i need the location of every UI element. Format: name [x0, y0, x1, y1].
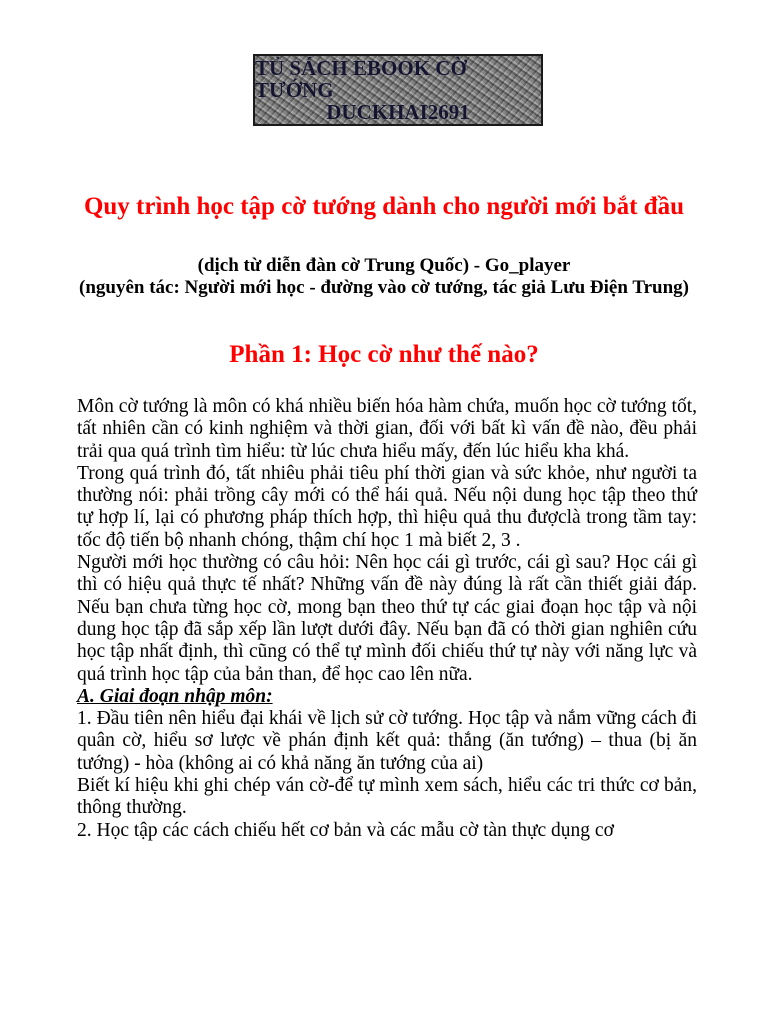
- ebook-banner-logo: [253, 54, 543, 126]
- stage-a-heading: A. Giai đoạn nhập môn:: [77, 685, 273, 707]
- body-text: [77, 396, 697, 842]
- banner-line-2: DUCKHAI2691: [326, 100, 470, 125]
- paragraph-1: Môn cờ tướng là môn có khá nhiều biến hóa hàm chứa, muốn học cờ tướng tốt, tất nhiên cần có kinh nghiệm và thời gian, đối với bất kì vấn đề nào, đều phải trải qua quá trình tìm hiểu: từ lúc chưa hiểu mấy, đến lúc hiểu kha khá.: [77, 396, 697, 462]
- paragraph-2: Trong quá trình đó, tất nhiêu phải tiêu phí thời gian và sức khỏe, như người ta thường nói: phải trồng cây mới có thể hái quả. Nếu nội dung học tập theo thứ tự hợp lí, lại có phương pháp thích hợp, thì hiệu quả thu đượclà trong tầm tay: tốc độ tiến bộ nhanh chóng, thậm chí học 1 mà biết 2, 3 .: [77, 462, 697, 551]
- source-note: (nguyên tác: Người mới học - đường vào cờ tướng, tác giả Lưu Điện Trung): [79, 277, 689, 298]
- stage-a-item-3: 2. Học tập các cách chiếu hết cơ bản và các mẫu cờ tàn thực dụng cơ: [77, 819, 614, 841]
- document-title: Quy trình học tập cờ tướng dành cho người mới bắt đầu: [83, 193, 685, 220]
- paragraph-3: Người mới học thường có câu hỏi: Nên học cái gì trước, cái gì sau? Học cái gì thì có hiệu quả thực tế nhất? Những vấn đề này đúng là rất cần thiết giải đáp. Nếu bạn chưa từng học cờ, mong bạn theo thứ tự các giai đoạn học tập và nội dung học tập đã sắp xếp lần lượt dưới đây. Nếu bạn đã có thời gian nghiên cứu học tập nhất định, thì cũng có thể tự mình đối chiếu thứ tự này với năng lực và quá trình học tập của bản than, để học cao lên nữa.: [77, 552, 697, 685]
- banner-line-1: TỦ SÁCH EBOOK CỜ TƯỚNG: [255, 55, 467, 102]
- stage-a-item-2: Biết kí hiệu khi ghi chép ván cờ-để tự mình xem sách, hiểu các tri thức cơ bản, thông thường.: [77, 775, 697, 819]
- document-subtitle: (dịch từ diễn đàn cờ Trung Quốc) - Go_player: [197, 255, 571, 276]
- section-heading: Phần 1: Học cờ như thế nào?: [229, 341, 539, 368]
- stage-a-item-1: 1. Đầu tiên nên hiểu đại khái về lịch sử cờ tướng. Học tập và nắm vững cách đi quân cờ, hiểu sơ lược về phán định kết quả: thắng (ăn tướng) – thua (bị ăn tướng) - hòa (không ai có khả năng ăn tướng của ai): [77, 708, 697, 774]
